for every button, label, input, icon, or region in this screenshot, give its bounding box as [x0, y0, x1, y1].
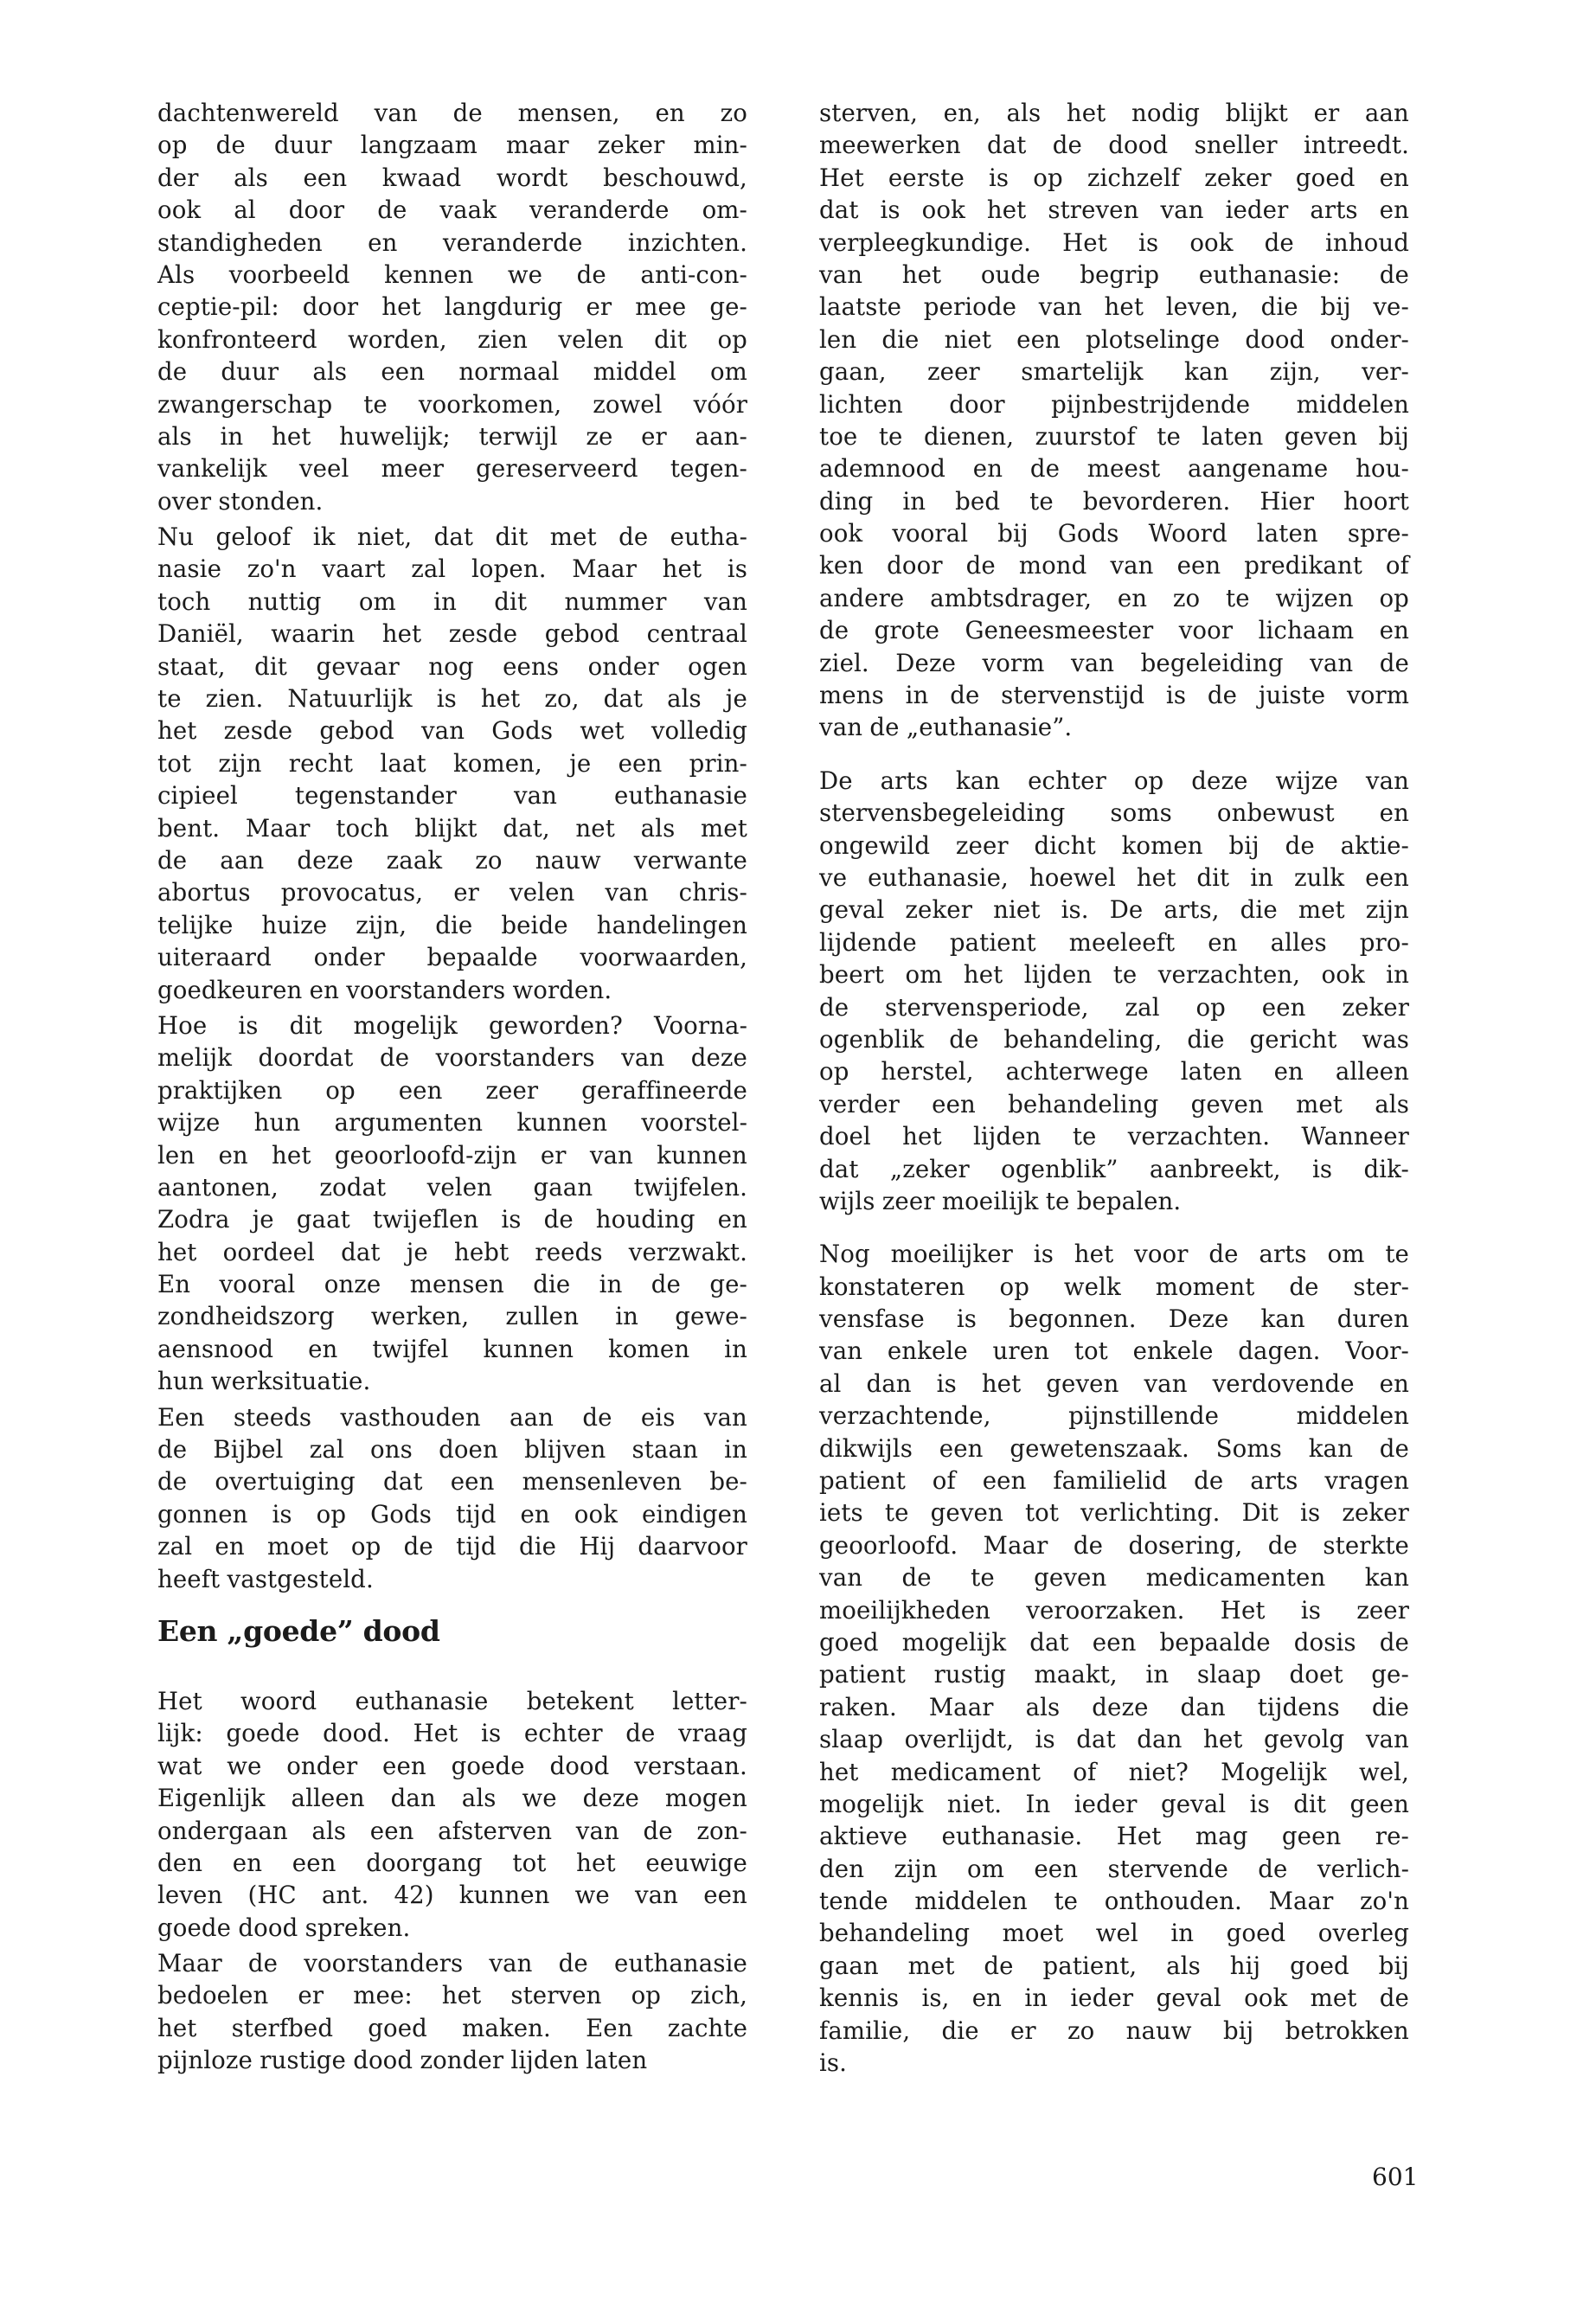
text-line: den zijn om een stervende de verlich- — [819, 1854, 1409, 1883]
text-line: de aan deze zaak zo nauw verwante — [157, 845, 747, 875]
text-line: al dan is het geven van verdovende en — [819, 1368, 1409, 1398]
text-line: heeft vastgesteld. — [157, 1564, 374, 1593]
text-line: den en een doorgang tot het eeuwige — [157, 1848, 747, 1877]
text-line: Een steeds vasthouden aan de eis van — [157, 1402, 747, 1432]
text-line: goed mogelijk dat een bepaalde dosis de — [819, 1627, 1409, 1657]
text-line: standigheden en veranderde inzichten. — [157, 228, 747, 257]
left-column — [157, 97, 747, 2077]
text-line: van de te geven medicamenten kan — [819, 1563, 1409, 1593]
text-line: len die niet een plotselinge dood onder- — [819, 324, 1409, 354]
right-column — [819, 97, 1409, 2079]
text-line: geoorloofd. Maar de dosering, de sterkte — [819, 1530, 1409, 1560]
text-line: wijls zeer moeilijk te bepalen. — [819, 1186, 1182, 1215]
text-line: laatste periode van het leven, die bij ve- — [819, 292, 1409, 322]
text-line: mogelijk niet. In ieder geval is dit geen — [819, 1789, 1409, 1818]
text-line: len en het geoorloofd-zijn er van kunnen — [157, 1140, 747, 1170]
text-line: familie, die er zo nauw bij betrokken — [819, 2016, 1409, 2045]
text-line: meewerken dat de dood sneller intreedt. — [819, 131, 1409, 160]
text-line: konfronteerd worden, zien velen dit op — [157, 324, 747, 354]
text-line: Daniël, waarin het zesde gebod centraal — [157, 619, 747, 649]
paragraph — [157, 1009, 747, 1398]
text-line: zal en moet op de tijd die Hij daarvoor — [157, 1532, 747, 1561]
text-line: gaan, zeer smartelijk kan zijn, ver- — [819, 357, 1409, 387]
text-line: als in het huwelijk; terwijl ze er aan- — [157, 421, 747, 451]
page-number: 601 — [1372, 2163, 1419, 2191]
text-line: Eigenlijk alleen dan als we deze mogen — [157, 1784, 747, 1813]
text-line: hun werksituatie. — [157, 1367, 371, 1396]
text-line: over stonden. — [157, 486, 324, 516]
text-line: dikwijls een gewetenszaak. Soms kan de — [819, 1433, 1409, 1463]
text-line: doel het lijden te verzachten. Wanneer — [819, 1122, 1409, 1151]
text-line: lijk: goede dood. Het is echter de vraag — [157, 1719, 747, 1748]
text-line: gaan met de patient, als hij goed bij — [819, 1951, 1409, 1980]
text-line: moeilijkheden veroorzaken. Het is zeer — [819, 1595, 1409, 1625]
text-line: zwangerschap te voorkomen, zowel vóór — [157, 389, 747, 419]
text-line: melijk doordat de voorstanders van deze — [157, 1043, 747, 1073]
text-line: wat we onder een goede dood verstaan. — [157, 1751, 747, 1780]
text-line: de duur als een normaal middel om — [157, 357, 747, 387]
text-line: Nog moeilijker is het voor de arts om te — [819, 1240, 1409, 1269]
text-line: het sterfbed goed maken. Een zachte — [157, 2013, 747, 2042]
text-line: toch nuttig om in dit nummer van — [157, 586, 747, 616]
text-line: kennis is, en in ieder geval ook met de — [819, 1984, 1409, 2013]
text-line: te zien. Natuurlijk is het zo, dat als je — [157, 684, 747, 714]
text-line: Het eerste is op zichzelf zeker goed en — [819, 163, 1409, 192]
text-line: aktieve euthanasie. Het mag geen re- — [819, 1822, 1409, 1851]
text-line: slaap overlijdt, is dat dan het gevolg van — [819, 1725, 1409, 1754]
text-line: praktijken op een zeer geraffineerde — [157, 1075, 747, 1105]
text-line: pijnloze rustige dood zonder lijden laten — [157, 2046, 648, 2075]
text-line: ongewild zeer dicht komen bij de aktie- — [819, 830, 1409, 860]
text-line: vankelijk veel meer gereserveerd tegen- — [157, 454, 747, 484]
paragraph — [157, 521, 747, 1006]
text-line: raken. Maar als deze dan tijdens die — [819, 1692, 1409, 1721]
text-line: vensfase is begonnen. Deze kan duren — [819, 1304, 1409, 1334]
text-line: leven (HC ant. 42) kunnen we van een — [157, 1881, 747, 1910]
text-line: iets te geven tot verlichting. Dit is zeker — [819, 1498, 1409, 1528]
paragraph — [157, 1947, 747, 2077]
text-line: gonnen is op Gods tijd en ook eindigen — [157, 1499, 747, 1529]
text-line: is. — [819, 2048, 848, 2078]
paragraph — [157, 1401, 747, 1595]
text-line: lichten door pijnbestrijdende middelen — [819, 389, 1409, 419]
text-line: tot zijn recht laat komen, je een prin- — [157, 748, 747, 778]
text-line: goedkeuren en voorstanders worden. — [157, 975, 612, 1004]
text-line: verder een behandeling geven met als — [819, 1089, 1409, 1118]
text-line: toe te dienen, zuurstof te laten geven bij — [819, 421, 1409, 451]
text-line: op herstel, achterwege laten en alleen — [819, 1057, 1409, 1086]
text-line: ziel. Deze vorm van begeleiding van de — [819, 648, 1409, 677]
text-line: staat, dit gevaar nog eens onder ogen — [157, 651, 747, 681]
text-line: Maar de voorstanders van de euthanasie — [157, 1949, 747, 1978]
text-line: bent. Maar toch blijkt dat, net als met — [157, 813, 747, 843]
text-line: van het oude begrip euthanasie: de — [819, 260, 1409, 289]
text-line: uiteraard onder bepaalde voorwaarden, — [157, 943, 747, 972]
text-line: ding in bed te bevorderen. Hier hoort — [819, 486, 1409, 516]
paragraph — [819, 97, 1409, 744]
paragraph — [819, 765, 1409, 1217]
text-line: Hoe is dit mogelijk geworden? Voorna- — [157, 1010, 747, 1040]
text-line: mens in de stervenstijd is de juiste vorm — [819, 681, 1409, 710]
text-line: de stervensperiode, zal op een zeker — [819, 992, 1409, 1022]
text-line: de grote Geneesmeester voor lichaam en — [819, 616, 1409, 645]
text-line: ondergaan als een afsterven van de zon- — [157, 1816, 747, 1845]
text-line: wijze hun argumenten kunnen voorstel- — [157, 1108, 747, 1138]
text-line: beert om het lijden te verzachten, ook in — [819, 960, 1409, 990]
right-paragraphs — [819, 97, 1409, 2079]
text-line: ve euthanasie, hoewel het dit in zulk een — [819, 862, 1409, 892]
text-line: de Bijbel zal ons doen blijven staan in — [157, 1435, 747, 1465]
text-line: Zodra je gaat twijeflen is de houding en — [157, 1205, 747, 1234]
text-line: van de „euthanasie”. — [819, 713, 1073, 742]
text-line: Als voorbeeld kennen we de anti-con- — [157, 260, 747, 289]
text-line: op de duur langzaam maar zeker min- — [157, 131, 747, 160]
text-line: ook al door de vaak veranderde om- — [157, 195, 747, 225]
text-line: de overtuiging dat een mensenleven be- — [157, 1467, 747, 1497]
text-line: goede dood spreken. — [157, 1913, 411, 1942]
text-line: Nu geloof ik niet, dat dit met de eutha- — [157, 522, 747, 552]
text-line: ogenblik de behandeling, die gericht was — [819, 1024, 1409, 1054]
text-line: der als een kwaad wordt beschouwd, — [157, 163, 747, 192]
text-line: verpleegkundige. Het is ook de inhoud — [819, 228, 1409, 257]
text-line: En vooral onze mensen die in de ge- — [157, 1270, 747, 1299]
text-line: abortus provocatus, er velen van chris- — [157, 878, 747, 907]
paragraph — [157, 1685, 747, 1944]
text-line: nasie zo'n vaart zal lopen. Maar het is — [157, 554, 747, 584]
text-line: konstateren op welk moment de ster- — [819, 1272, 1409, 1301]
text-line: van enkele uren tot enkele dagen. Voor- — [819, 1336, 1409, 1366]
text-line: behandeling moet wel in goed overleg — [819, 1919, 1409, 1948]
text-line: tende middelen te onthouden. Maar zo'n — [819, 1887, 1409, 1916]
paragraph — [819, 1238, 1409, 2079]
text-line: ken door de mond van een predikant of — [819, 551, 1409, 580]
text-line: ook vooral bij Gods Woord laten spre- — [819, 519, 1409, 548]
paragraph — [157, 97, 747, 517]
text-line: verzachtende, pijnstillende middelen — [819, 1401, 1409, 1431]
text-line: De arts kan echter op deze wijze van — [819, 766, 1409, 795]
text-line: stervensbegeleiding soms onbewust en — [819, 798, 1409, 828]
text-line: andere ambtsdrager, en zo te wijzen op — [819, 583, 1409, 612]
text-line: het medicament of niet? Mogelijk wel, — [819, 1757, 1409, 1786]
left-paragraphs — [157, 97, 747, 1595]
text-line: dat is ook het streven van ieder arts en — [819, 195, 1409, 225]
section-heading: Een „goede” dood — [157, 1613, 440, 1648]
text-line: geval zeker niet is. De arts, die met zijn — [819, 895, 1409, 925]
text-line: het zesde gebod van Gods wet volledig — [157, 716, 747, 746]
text-line: ademnood en de meest aangename hou- — [819, 454, 1409, 484]
left-paragraphs-after-heading — [157, 1685, 747, 2077]
text-line: Het woord euthanasie betekent letter- — [157, 1686, 747, 1715]
text-line: aantonen, zodat velen gaan twijfelen. — [157, 1172, 747, 1202]
text-line: aensnood en twijfel kunnen komen in — [157, 1334, 747, 1363]
text-line: patient rustig maakt, in slaap doet ge- — [819, 1660, 1409, 1689]
text-line: zondheidszorg werken, zullen in gewe- — [157, 1302, 747, 1331]
text-line: ceptie-pil: door het langdurig er mee ge- — [157, 292, 747, 322]
text-line: bedoelen er mee: het sterven op zich, — [157, 1981, 747, 2010]
text-line: cipieel tegenstander van euthanasie — [157, 781, 747, 811]
text-line: het oordeel dat je hebt reeds verzwakt. — [157, 1237, 747, 1266]
text-line: telijke huize zijn, die beide handelingen — [157, 910, 747, 939]
text-line: lijdende patient meeleeft en alles pro- — [819, 927, 1409, 957]
text-line: dachtenwereld van de mensen, en zo — [157, 99, 747, 127]
text-line: patient of een familielid de arts vragen — [819, 1466, 1409, 1496]
text-line: sterven, en, als het nodig blijkt er aan — [819, 99, 1409, 127]
text-line: dat „zeker ogenblik” aanbreekt, is dik- — [819, 1154, 1409, 1183]
